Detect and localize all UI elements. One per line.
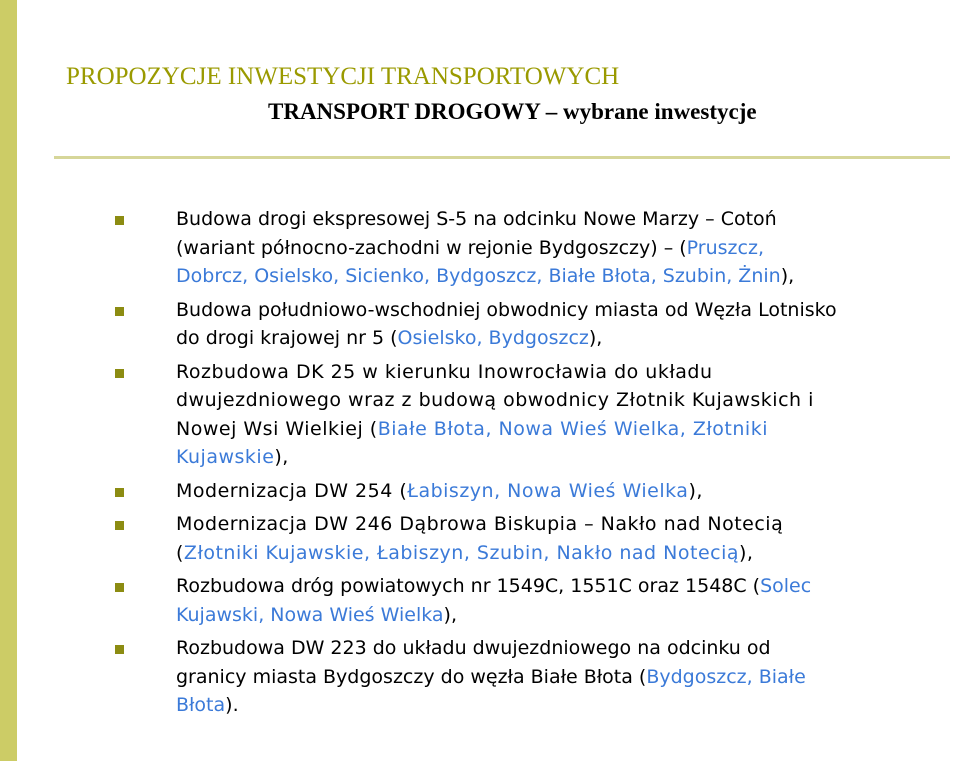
list-item-line [176, 539, 960, 568]
list-item-line [176, 601, 960, 630]
location-names: Złotniki Kujawskie, Łabiszyn, Szubin, Nakło nad Notecią [183, 541, 740, 564]
list-item-line [176, 510, 960, 539]
square-bullet-icon [115, 216, 124, 225]
item-text: Budowa południowo-wschodniej obwodnicy miasta od Węzła Lotnisko [176, 298, 837, 321]
item-text: (wariant północno-zachodni w rejonie Bydgoszczy) – ( [176, 236, 687, 259]
location-names: Białe Błota, Nowa Wieś Wielka, Złotniki [377, 417, 768, 440]
list-item [0, 634, 960, 720]
item-text: ( [176, 541, 184, 564]
item-text: do drogi krajowej nr 5 ( [176, 327, 398, 349]
square-bullet-icon [115, 645, 124, 654]
list-item-line [176, 205, 960, 234]
slide-subtitle: TRANSPORT DROGOWY – wybrane inwestycje [268, 99, 757, 124]
location-names: Kujawskie [176, 446, 275, 468]
list-item [0, 358, 960, 472]
list-item-line [176, 415, 960, 444]
item-text: Budowa drogi ekspresowej S-5 na odcinku Nowe Marzy – Cotoń [176, 208, 777, 230]
item-text: granicy miasta Bydgoszczy do węzła Białe Błota ( [176, 665, 647, 688]
square-bullet-icon [115, 488, 124, 497]
item-text: ), [780, 265, 795, 287]
list-item-line [176, 691, 960, 720]
location-names: Łabiszyn, Nowa Wieś Wielka [407, 479, 689, 502]
item-text: ), [588, 327, 603, 349]
item-text: ), [739, 541, 754, 564]
item-text: Rozbudowa DW 223 do układu dwujezdniowego na odcinku od [176, 637, 771, 659]
item-text: ). [225, 694, 239, 716]
square-bullet-icon [115, 583, 124, 592]
item-text: ), [443, 603, 457, 626]
item-text: Nowej Wsi Wielkiej ( [176, 417, 378, 440]
list-item-line [176, 262, 960, 291]
list-item-line [176, 634, 960, 663]
item-text: ), [688, 479, 703, 502]
location-names: Pruszcz, [686, 236, 764, 259]
list-item-line [176, 386, 960, 415]
list-item-line [176, 477, 960, 506]
list-item-line [176, 663, 960, 692]
list-item-line [176, 358, 960, 387]
location-names: Osielsko, Bydgoszcz [397, 327, 589, 349]
investment-list [0, 205, 960, 725]
item-text: ), [274, 446, 289, 468]
item-text: Rozbudowa dróg powiatowych nr 1549C, 1551C oraz 1548C ( [176, 575, 761, 597]
list-item [0, 296, 960, 353]
location-names: Bydgoszcz, Białe [646, 665, 806, 688]
title-divider [54, 156, 950, 159]
list-item-line [176, 296, 960, 325]
slide-title: PROPOZYCJE INWESTYCJI TRANSPORTOWYCH [66, 63, 620, 90]
square-bullet-icon [115, 369, 124, 378]
item-text: dwujezdniowego wraz z budową obwodnicy Złotnik Kujawskich i [176, 389, 814, 411]
item-text: Rozbudowa DK 25 w kierunku Inowrocławia do układu [176, 360, 713, 383]
location-names: Błota [176, 694, 226, 716]
list-item-line [176, 572, 960, 601]
item-text: Modernizacja DW 254 ( [176, 479, 408, 502]
location-names: Dobrcz, Osielsko, Sicienko, Bydgoszcz, Białe Błota, Szubin, Żnin [176, 265, 781, 287]
list-item-line [176, 443, 960, 472]
location-names: Solec [760, 575, 812, 597]
list-item-line [176, 234, 960, 263]
list-item [0, 205, 960, 291]
location-names: Kujawski, Nowa Wieś Wielka [176, 603, 444, 626]
square-bullet-icon [115, 307, 124, 316]
item-text: Modernizacja DW 246 Dąbrowa Biskupia – Nakło nad Notecią [176, 513, 784, 535]
list-item-line [176, 324, 960, 353]
square-bullet-icon [115, 521, 124, 530]
list-item [0, 510, 960, 567]
list-item [0, 572, 960, 629]
list-item [0, 477, 960, 506]
